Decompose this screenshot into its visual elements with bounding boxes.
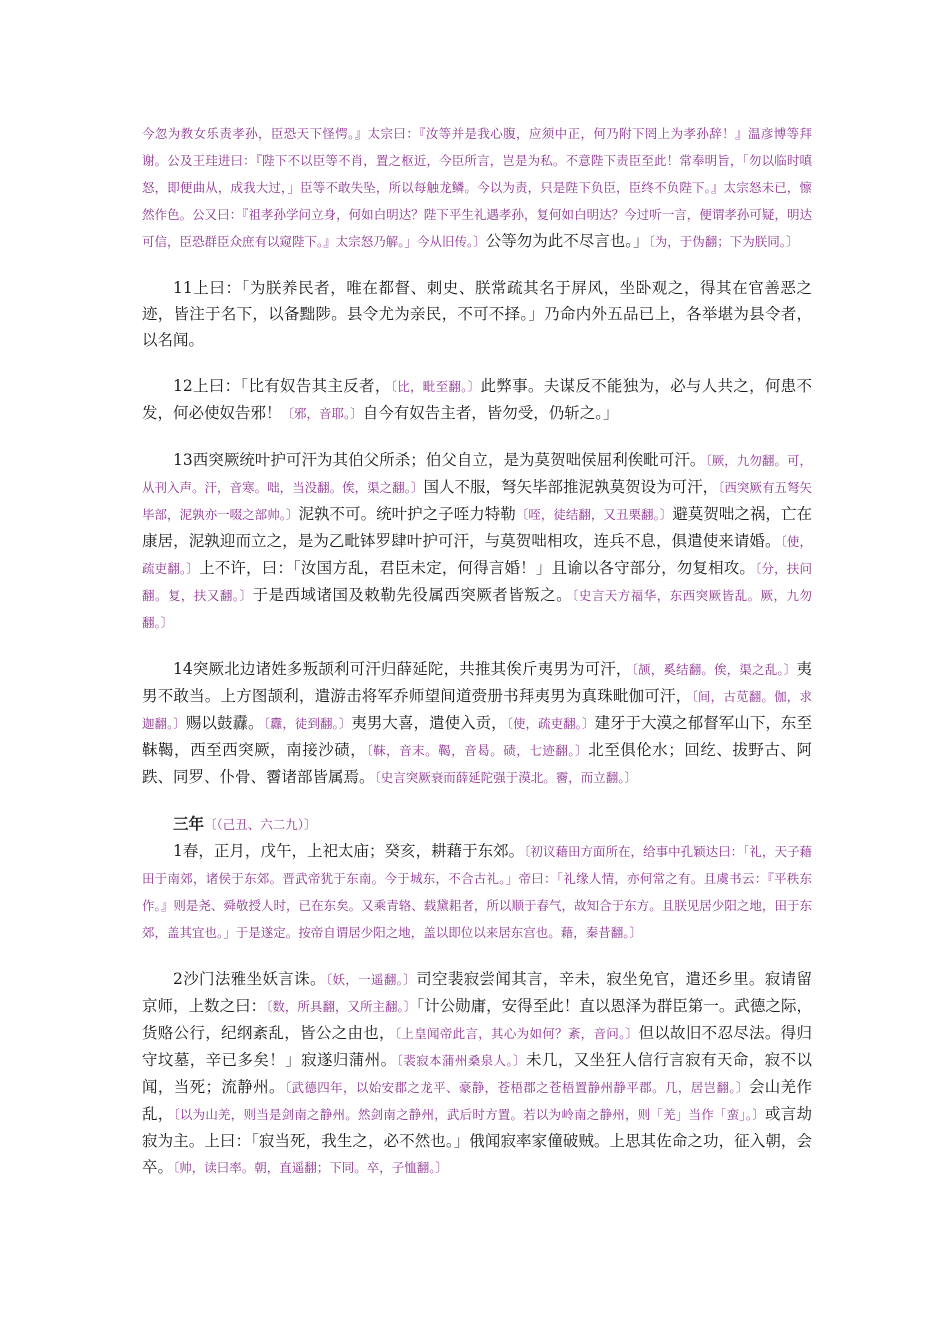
annotation-note: 〔比，毗至翻。〕 [390,379,481,394]
document-page [142,120,812,1201]
main-text: 司空裴寂尝闻其言，辛未，寂坐免官，遣还乡里。寂请留京师，上数之曰： [142,970,812,1015]
main-text: 避莫贺咄之祸，亡在康居，泥孰迎而立之，是为乙毗钵罗肆叶护可汗，与莫贺咄相攻，连兵不息，俱遣使来请婚。 [142,505,812,550]
annotation-note: 〔厥，九勿翻。可，从刊入声。汗，音寒。咄，当没翻。俟，渠之翻。〕 [142,453,812,495]
annotation-note: 〔初议藉田方面所在，给事中孔颖达曰：「礼，天子藉田于南郊，诸侯于东郊。晋武帝犹于东南。今于城东，不合古礼。」帝曰：「礼缘人情，亦何常之有。且虞书云：『平秩东作。』则是尧、舜敬授人时，已在东矣。又乘青辂、载黛耜者，所以顺于春气，故知合于东方。且朕见居少阳之地，田于东郊，盖其宜也。」于是遂定。按帝自谓居少阳之地，盖以即位以来居东宫也。藉，秦昔翻。〕 [142,844,812,940]
main-text: 但以故旧不忍尽法。得归守坟墓，辛已多矣！」寂遂归蒲州。 [142,1024,812,1069]
annotation-note: 〔数，所具翻，又所主翻。〕 [266,999,417,1014]
year-heading [142,811,812,838]
paragraph-11 [142,275,812,353]
annotation-note: 〔妖，一遥翻。〕 [325,972,417,987]
main-text: 2沙门法雅坐妖言诛。 [173,970,326,988]
annotation-note: 〔颉，奚结翻。俟，渠之乱。〕 [631,662,797,677]
main-text: 「计公勋庸，安得至此！直以恩泽为群臣第一。武德之际，货赂公行，纪纲紊乱，皆公之由也， [142,997,812,1042]
annotation-note: 〔裴寂本蒲州桑泉人。〕 [396,1053,527,1068]
paragraph-13 [142,447,812,636]
annotation-note: 〔间，古苋翻。伽，求迦翻。〕 [142,689,812,731]
main-text: 自今有奴告主者，皆勿受，仍斩之。」 [362,404,619,422]
annotation-note: 〔（己丑、六二九）〕 [204,817,317,832]
annotation-note: 〔纛，徒到翻。〕 [263,716,352,731]
main-text: 夷男不敢当。上方图颉利，遣游击将军乔师望间道赍册书拜夷男为真珠毗伽可汗， [142,660,812,705]
annotation-note: 〔以为山羌，则当是剑南之静州。然剑南之静州，武后时方置。若以为岭南之静州，则「羌」当作「蛮」。〕 [173,1107,766,1122]
annotation-note: 〔分，扶问翻。复，扶又翻。〕 [142,561,812,603]
annotation-note: 〔史言天方福华，东西突厥皆乱。厥，九勿翻。〕 [142,588,812,630]
paragraph-year-2 [142,966,812,1181]
main-text: 未几，又坐狂人信行言寂有天命，寂不以闻，当死；流静州。 [142,1051,812,1096]
paragraph-14 [142,656,812,791]
main-text: 夷男大喜，遣使入贡， [351,714,507,732]
main-text: 上不许，曰：「汝国方乱，君臣未定，何得言婚！」且谕以各守部分，勿复相攻。 [199,559,756,577]
main-text: 此弊事。夫谋反不能独为，必与人共之，何患不发，何必使奴告邪！ [142,377,812,422]
annotation-note: 〔邪，音耶。〕 [281,406,363,421]
annotation-note: 〔靺，音末。鞨，音曷。碛，七迹翻。〕 [366,743,589,758]
annotation-note: 今忽为教女乐责孝孙，臣恐天下怪愕。』太宗曰：『汝等并是我心腹，应须中正，何乃附下罔上为孝孙辞！』温彦博等拜谢。公及王珪进曰：『陛下不以臣等不肖，置之枢近，今臣所言，岂是为私。不意陛下责臣至此！常奉明旨，「勿以临时嗔怒，即便曲从，成我大过，」臣等不敢失坠，所以每触龙鳞。今以为责，只是陛下负臣，臣终不负陛下。』太宗怒未已，懔然作色。公又曰：『祖孝孙学问立身，何如白明达？陛下平生礼遇孝孙，复何如白明达？今过听一言，便谓孝孙可疑，明达可信，臣恐群臣众庶有以窥陛下。』太宗怒乃解。」今从旧传。〕 [142,126,812,249]
annotation-note: 〔武德四年，以始安郡之龙平、豪静，苍梧郡之苍梧置静州静平郡。几，居岂翻。〕 [284,1080,749,1095]
annotation-note: 〔上皇闻帝此言，其心为如何？紊，音问。〕 [394,1026,639,1041]
main-text: 于是西域诸国及敕勒先役属西突厥者皆叛之。 [252,586,573,604]
annotation-note: 〔西突厥有五弩矢毕部，泥孰亦一啜之部帅。〕 [142,480,812,522]
annotation-note: 〔咥，徒结翻，又丑栗翻。〕 [515,507,673,522]
main-text: 北至俱伦水；回纥、拔野古、阿跌、同罗、仆骨、霫诸部皆属焉。 [142,741,812,786]
main-text: 1春，正月，戊午，上祀太庙；癸亥，耕藉于东郊。 [173,842,525,860]
annotation-note: 〔使，疏吏翻。〕 [506,716,595,731]
main-text: 14突厥北边诸姓多叛颉利可汗归薛延陀，共推其俟斤夷男为可汗， [173,660,632,678]
paragraph-intro [142,120,812,255]
main-text: 国人不服，弩矢毕部推泥孰莫贺设为可汗， [423,478,719,496]
main-text: 建牙于大漠之郁督军山下，东至靺鞨，西至西突厥，南接沙碛， [142,714,812,759]
annotation-note: 〔史言突厥衰而薛延陀强于漠北。霫，而立翻。〕 [374,770,638,785]
main-text: 会山羌作乱， [142,1078,812,1123]
annotation-note: 〔帅，读曰率。朝，直遥翻；下同。卒，子恤翻。〕 [173,1160,449,1175]
main-text: 泥孰不可。统叶护之子咥力特勒 [298,505,516,523]
main-text: 13西突厥统叶护可汗为其伯父所杀；伯父自立，是为莫贺咄侯屈利俟毗可汗。 [173,451,706,469]
annotation-note: 〔使，疏吏翻。〕 [142,534,812,576]
year-heading-text: 三年 [173,814,205,833]
paragraph-12 [142,373,812,427]
annotation-note: 〔为，于伪翻；下为朕同。〕 [648,234,799,249]
main-text: 赐以鼓纛。 [185,714,264,732]
main-text: 或言劫寂为主。上曰：「寂当死，我生之，必不然也。」俄闻寂率家僮破贼。上思其佐命之功，征入朝，会卒。 [142,1105,812,1176]
main-text: 11上曰：「为朕养民者，唯在都督、刺史、朕常疏其名于屏风，坐卧观之，得其在官善恶之迹，皆注于名下，以备黜陟。县令尤为亲民，不可不择。」乃命内外五品已上，各举堪为县令者，以名闻。 [142,279,812,349]
main-text: 12上曰：「比有奴告其主反者， [173,377,391,395]
paragraph-year-1 [142,838,812,946]
main-text: 公等勿为此不尽言也。」 [485,232,649,250]
